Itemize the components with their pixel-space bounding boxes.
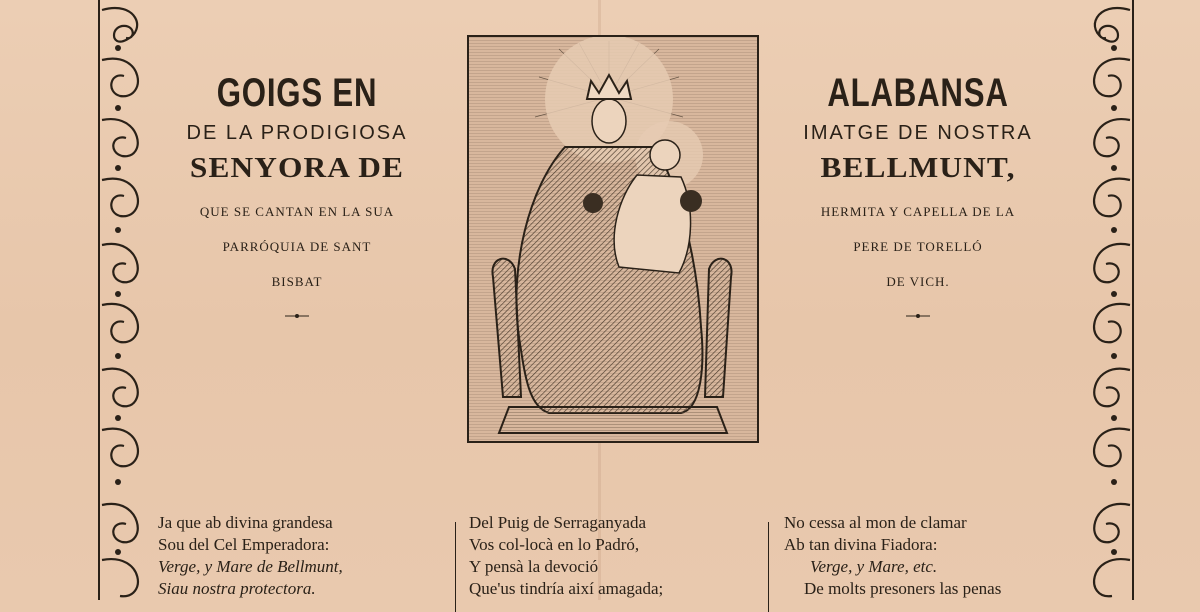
verse-line: Que'us tindría així amagada; [469, 579, 664, 598]
dash-ornament-icon [285, 312, 309, 320]
right-ornamental-border [1080, 0, 1136, 600]
text-cantan: QUE SE CANTAN EN LA SUA [199, 204, 395, 219]
verse-line: Y pensà la devoció [469, 557, 599, 576]
verse-column-1 [158, 512, 343, 600]
verse-refrain-line: Siau nostra protectora. [158, 579, 316, 598]
verse-refrain-line: Verge, y Mare de Bellmunt, [158, 557, 343, 576]
title-alabansa: ALABANSA [827, 71, 1009, 115]
scroll-ornament-icon [1080, 0, 1136, 600]
column-divider [768, 522, 769, 612]
text-parroquia: PARRÓQUIA DE SANT [222, 239, 372, 254]
title-right-block [758, 70, 1078, 320]
verse-column-2 [469, 512, 663, 600]
madonna-engraving-image [467, 35, 759, 443]
subtitle-imatge: IMATGE DE NOSTRA [803, 122, 1033, 144]
verse-column-3 [784, 512, 1001, 600]
dash-ornament-icon [906, 312, 930, 320]
title-goigs-en: GOIGS EN [216, 71, 378, 115]
border-rule [98, 0, 100, 600]
verse-line: Del Puig de Serraganyada [469, 513, 647, 532]
verses-section [0, 512, 1200, 600]
verse-line: Vos col-locà en lo Padró, [469, 535, 640, 554]
madonna-and-child-icon [469, 37, 757, 441]
text-bisbat: BISBAT [271, 274, 323, 289]
text-vich: DE VICH. [886, 274, 950, 289]
subtitle-prodigiosa: DE LA PRODIGIOSA [186, 122, 408, 144]
verse-line: Ab tan divina Fiadora: [784, 535, 938, 554]
column-divider [455, 522, 456, 612]
verse-line: No cessa al mon de clamar [784, 513, 967, 532]
title-left-block [137, 70, 457, 320]
text-hermita: HERMITA Y CAPELLA DE LA [820, 204, 1016, 219]
verse-line: De molts presoners las penas [804, 579, 1002, 598]
verse-refrain-line: Verge, y Mare, etc. [810, 557, 938, 576]
verse-line: Sou del Cel Emperadora: [158, 535, 330, 554]
verse-line: Ja que ab divina grandesa [158, 513, 333, 532]
text-pere-torello: PERE DE TORELLÓ [853, 239, 983, 254]
title-senyora-de: SENYORA DE [189, 153, 405, 184]
title-bellmunt: BELLMUNT, [820, 153, 1016, 184]
